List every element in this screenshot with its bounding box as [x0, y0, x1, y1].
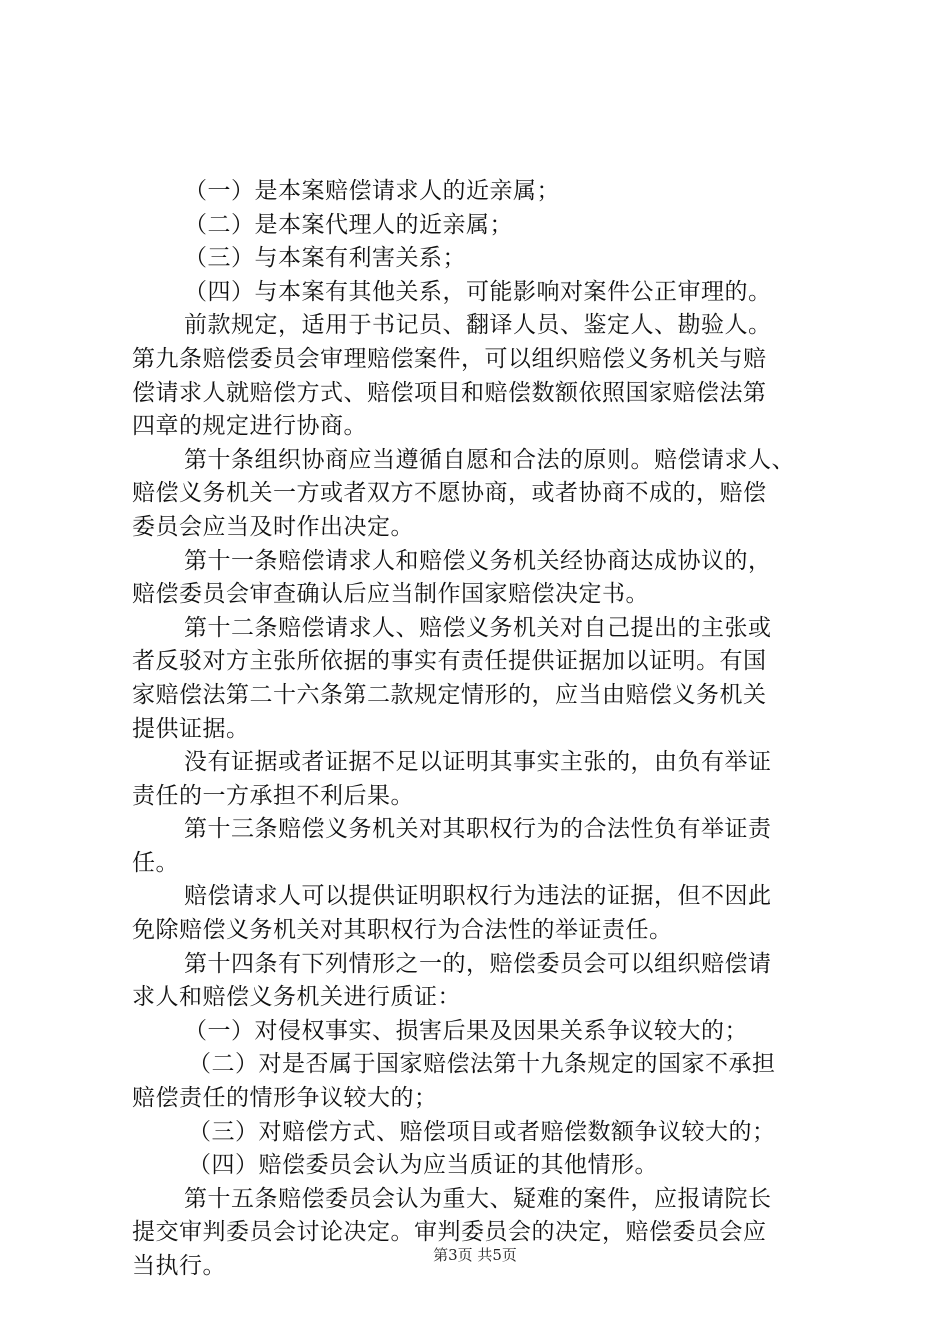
text-line: 者反驳对方主张所依据的事实有责任提供证据加以证明。有国 [132, 648, 767, 675]
text-line: 家赔偿法第二十六条第二款规定情形的，应当由赔偿义务机关 [132, 681, 767, 708]
text-line: （二）对是否属于国家赔偿法第十九条规定的国家不承担 [188, 1051, 776, 1078]
page-number-label: 第3页 共5页 [433, 1246, 517, 1264]
text-line: （二）是本案代理人的近亲属； [184, 211, 513, 238]
document-body [132, 175, 832, 1284]
text-line: 赔偿责任的情形争议较大的； [132, 1085, 438, 1112]
text-line: （三）对赔偿方式、赔偿项目或者赔偿数额争议较大的； [188, 1118, 776, 1145]
text-line: 赔偿义务机关一方或者双方不愿协商，或者协商不成的，赔偿 [132, 480, 767, 507]
text-line: 赔偿请求人可以提供证明职权行为违法的证据，但不因此 [184, 883, 772, 910]
text-line: 第十条组织协商应当遵循自愿和合法的原则。赔偿请求人、 [184, 446, 795, 473]
text-line: 责任的一方承担不利后果。 [132, 782, 414, 809]
text-line: 委员会应当及时作出决定。 [132, 513, 414, 540]
text-line: 免除赔偿义务机关对其职权行为合法性的举证责任。 [132, 917, 673, 944]
text-line: 没有证据或者证据不足以证明其事实主张的，由负有举证 [184, 749, 772, 776]
page-footer [0, 1245, 950, 1265]
text-line: 偿请求人就赔偿方式、赔偿项目和赔偿数额依照国家赔偿法第 [132, 379, 767, 406]
text-line: 提交审判委员会讨论决定。审判委员会的决定，赔偿委员会应 [132, 1219, 767, 1246]
text-line: 第十四条有下列情形之一的，赔偿委员会可以组织赔偿请 [184, 950, 772, 977]
text-line: 求人和赔偿义务机关进行质证： [132, 984, 461, 1011]
text-line: （四）与本案有其他关系，可能影响对案件公正审理的。 [184, 278, 772, 305]
text-line: 四章的规定进行协商。 [132, 413, 367, 440]
text-line: 任。 [132, 849, 179, 876]
text-line: （一）是本案赔偿请求人的近亲属； [184, 178, 560, 204]
text-line: 当执行。 [132, 1253, 226, 1279]
text-line: （四）赔偿委员会认为应当质证的其他情形。 [188, 1152, 658, 1179]
text-line: 第十一条赔偿请求人和赔偿义务机关经协商达成协议的， [184, 547, 772, 574]
text-line: 第十二条赔偿请求人、赔偿义务机关对自己提出的主张或 [184, 614, 772, 641]
text-line: 前款规定，适用于书记员、翻译人员、鉴定人、勘验人。 [184, 312, 772, 339]
text-line: 提供证据。 [132, 715, 250, 742]
text-line: 第十五条赔偿委员会认为重大、疑难的案件，应报请院长 [184, 1185, 772, 1212]
text-line: （三）与本案有利害关系； [184, 245, 466, 272]
text-line: 第九条赔偿委员会审理赔偿案件，可以组织赔偿义务机关与赔 [132, 345, 767, 372]
text-line: 第十三条赔偿义务机关对其职权行为的合法性负有举证责 [184, 816, 772, 843]
text-line: （一）对侵权事实、损害后果及因果关系争议较大的； [184, 1017, 748, 1044]
text-line: 赔偿委员会审查确认后应当制作国家赔偿决定书。 [132, 581, 649, 608]
